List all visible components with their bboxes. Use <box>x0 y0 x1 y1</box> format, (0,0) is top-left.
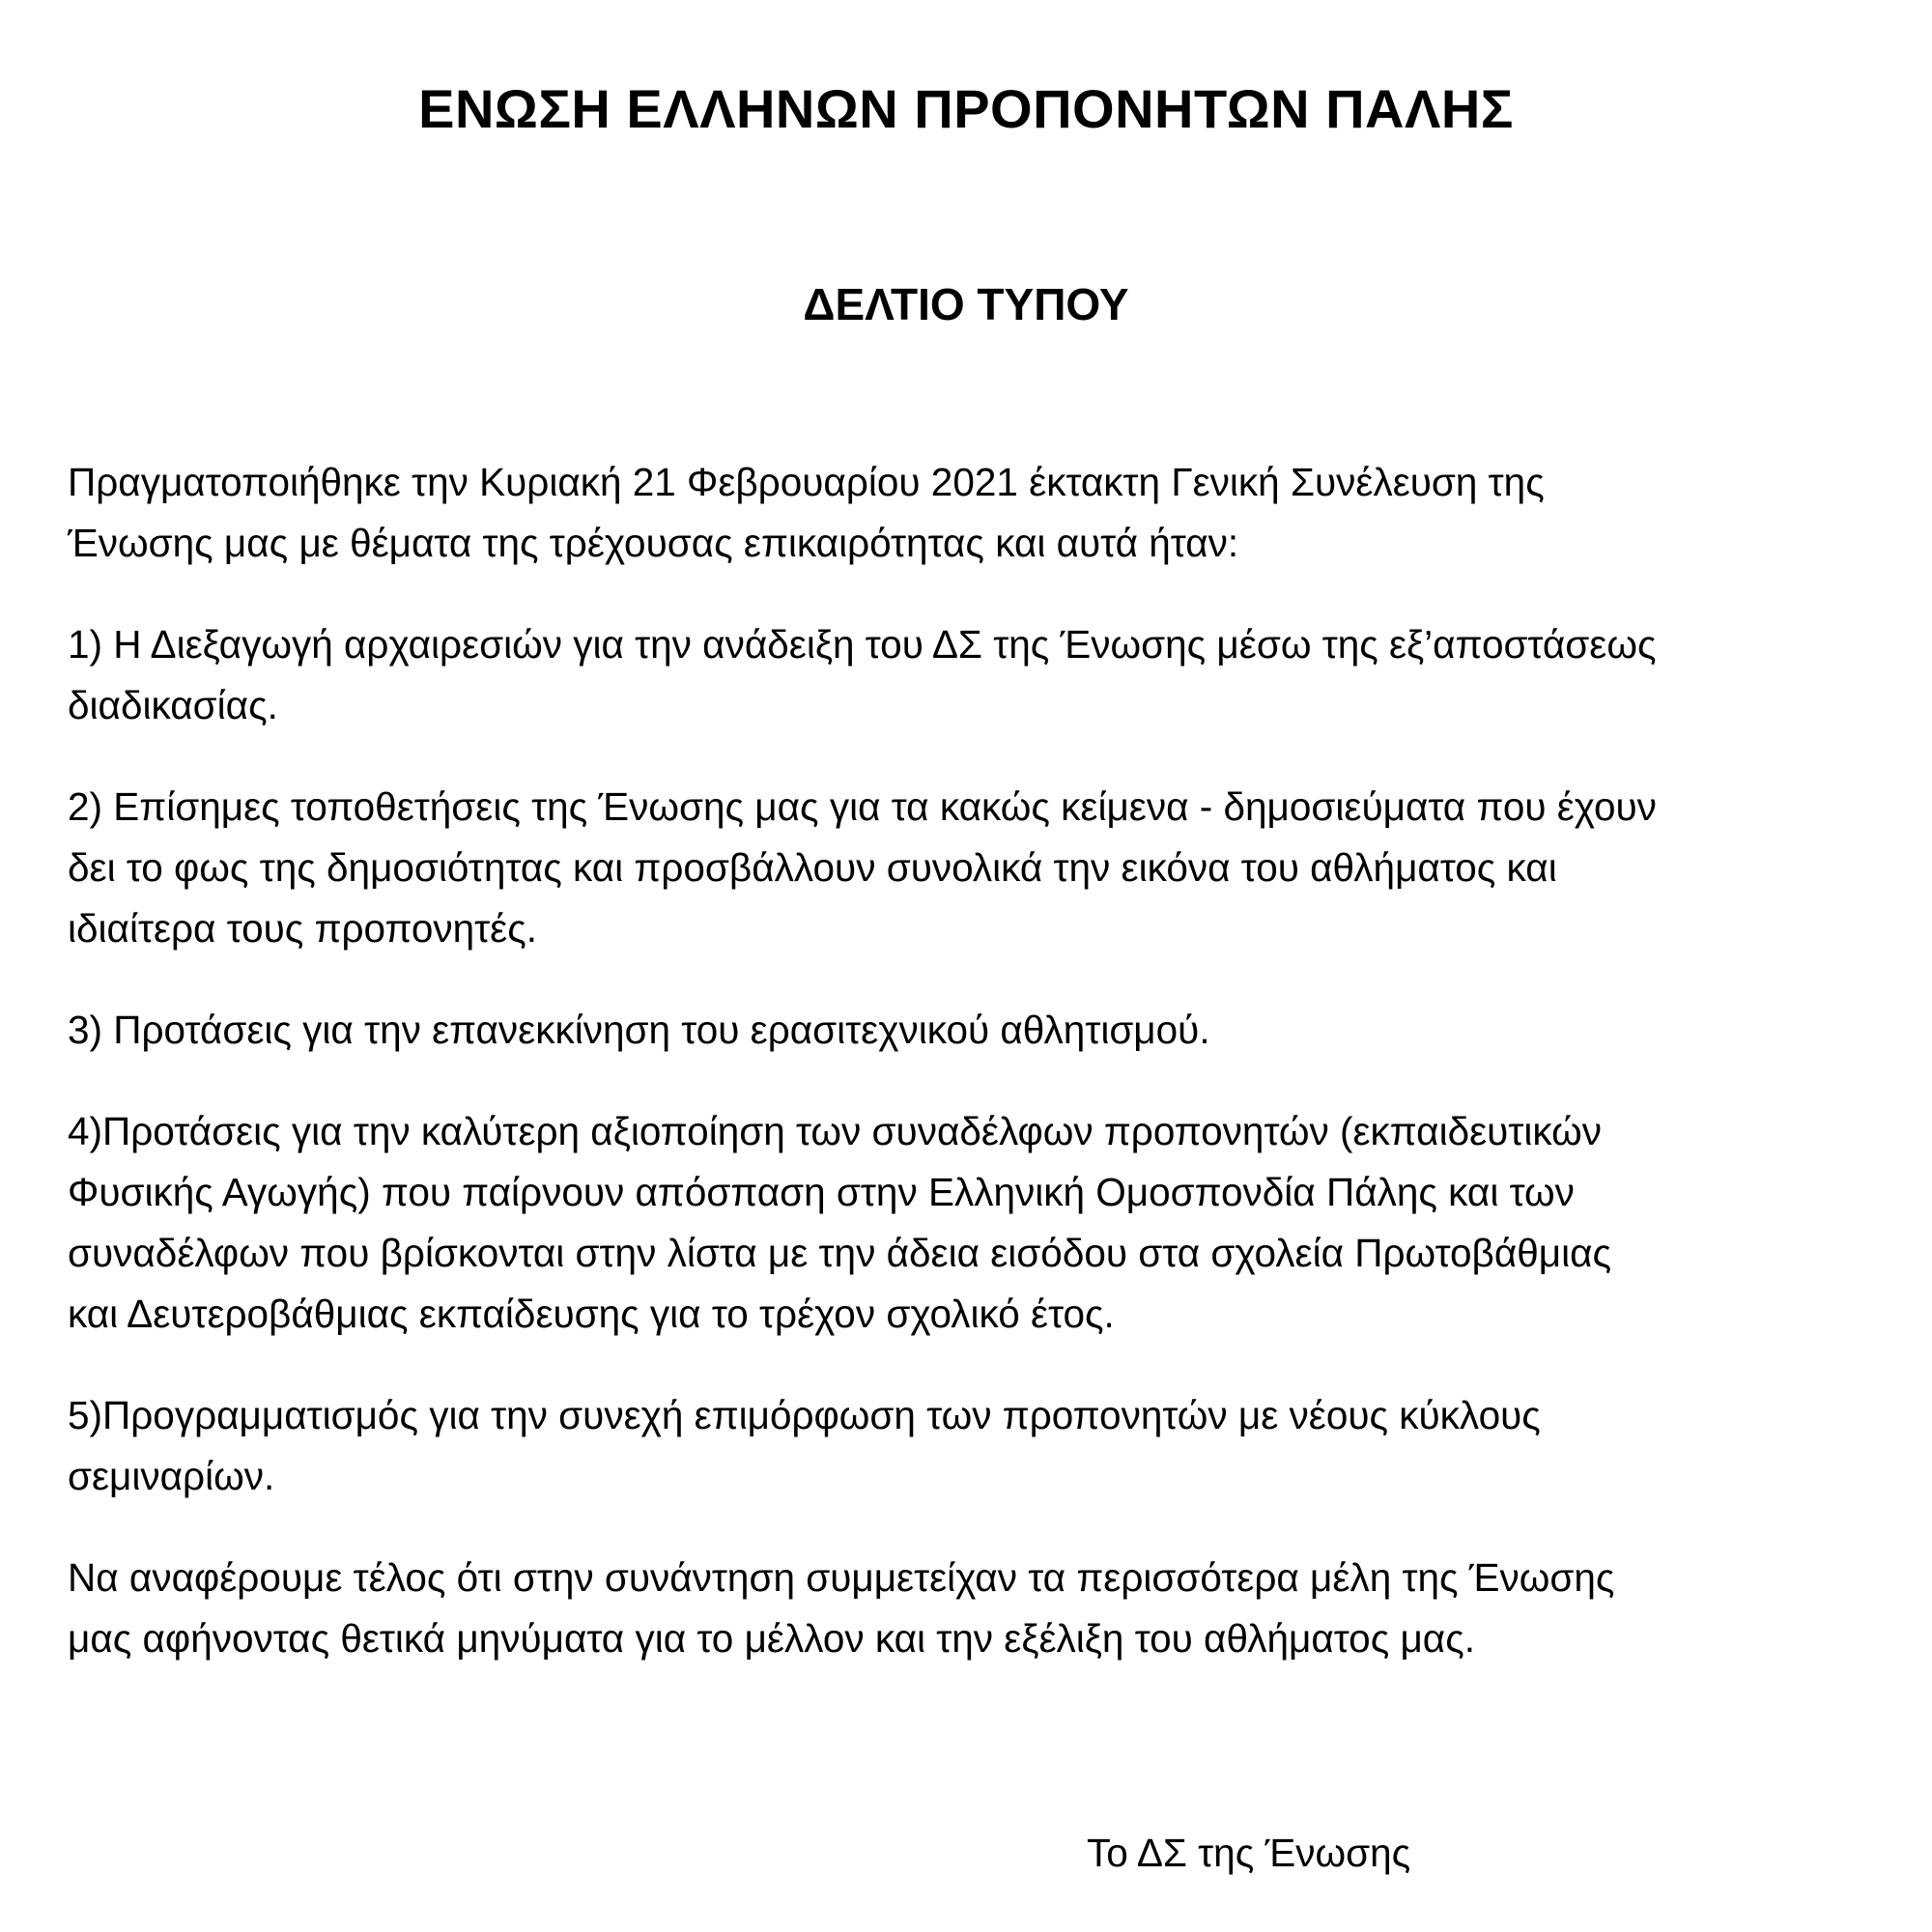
agenda-item-5: 5)Προγραμματισμός για την συνεχή επιμόρφωση των προπονητών με νέους κύκλους σεμιναρίων. <box>68 1393 1541 1498</box>
agenda-item-4: 4)Προτάσεις για την καλύτερη αξιοποίηση των συναδέλφων προπονητών (εκπαιδευτικών Φυσικής Αγωγής) που παίρνουν απόσπαση στην Ελληνική Ομοσπονδία Πάλης και των συναδέλφων που βρίσκονται στην λίστα με την άδεια εισόδου στα σχολεία Πρωτοβάθμιας και Δευτεροβάθμιας εκπαίδευσης για το τρέχον σχολικό έτος. <box>68 1109 1612 1336</box>
closing-paragraph: Να αναφέρουμε τέλος ότι στην συνάντηση συμμετείχαν τα περισσότερα μέλη της Ένωσης μας αφήνοντας θετικά μηνύματα για το μέλλον και την εξέλιξη του αθλήματος μας. <box>68 1555 1615 1661</box>
intro-paragraph: Πραγματοποιήθηκε την Κυριακή 21 Φεβρουαρίου 2021 έκτακτη Γενική Συνέλευση της Ένωσης μας με θέματα της τρέχουσας επικαιρότητας και αυτά ήταν: <box>68 460 1545 565</box>
agenda-item-2: 2) Επίσημες τοποθετήσεις της Ένωσης μας για τα κακώς κείμενα - δημοσιεύματα που έχουν δει το φως της δημοσιότητας και προσβάλλουν συνολικά την εικόνα του αθλήματος και ιδιαίτερα τους προπονητές. <box>68 784 1657 951</box>
organization-title: ΕΝΩΣΗ ΕΛΛΗΝΩΝ ΠΡΟΠΟΝΗΤΩΝ ΠΑΛΗΣ <box>418 78 1514 139</box>
agenda-item-3: 3) Προτάσεις για την επανεκκίνηση του ερασιτεχνικού αθλητισμού. <box>68 1008 1210 1052</box>
document-title: ΔΕΛΤΙΟ ΤΥΠΟΥ <box>803 279 1129 329</box>
signature: Το ΔΣ της Ένωσης <box>1087 1831 1411 1875</box>
document-body <box>68 452 1903 1710</box>
agenda-item-1: 1) Η Διεξαγωγή αρχαιρεσιών για την ανάδειξη του ΔΣ της Ένωσης μέσω της εξ’αποστάσεως διαδικασίας. <box>68 622 1657 727</box>
